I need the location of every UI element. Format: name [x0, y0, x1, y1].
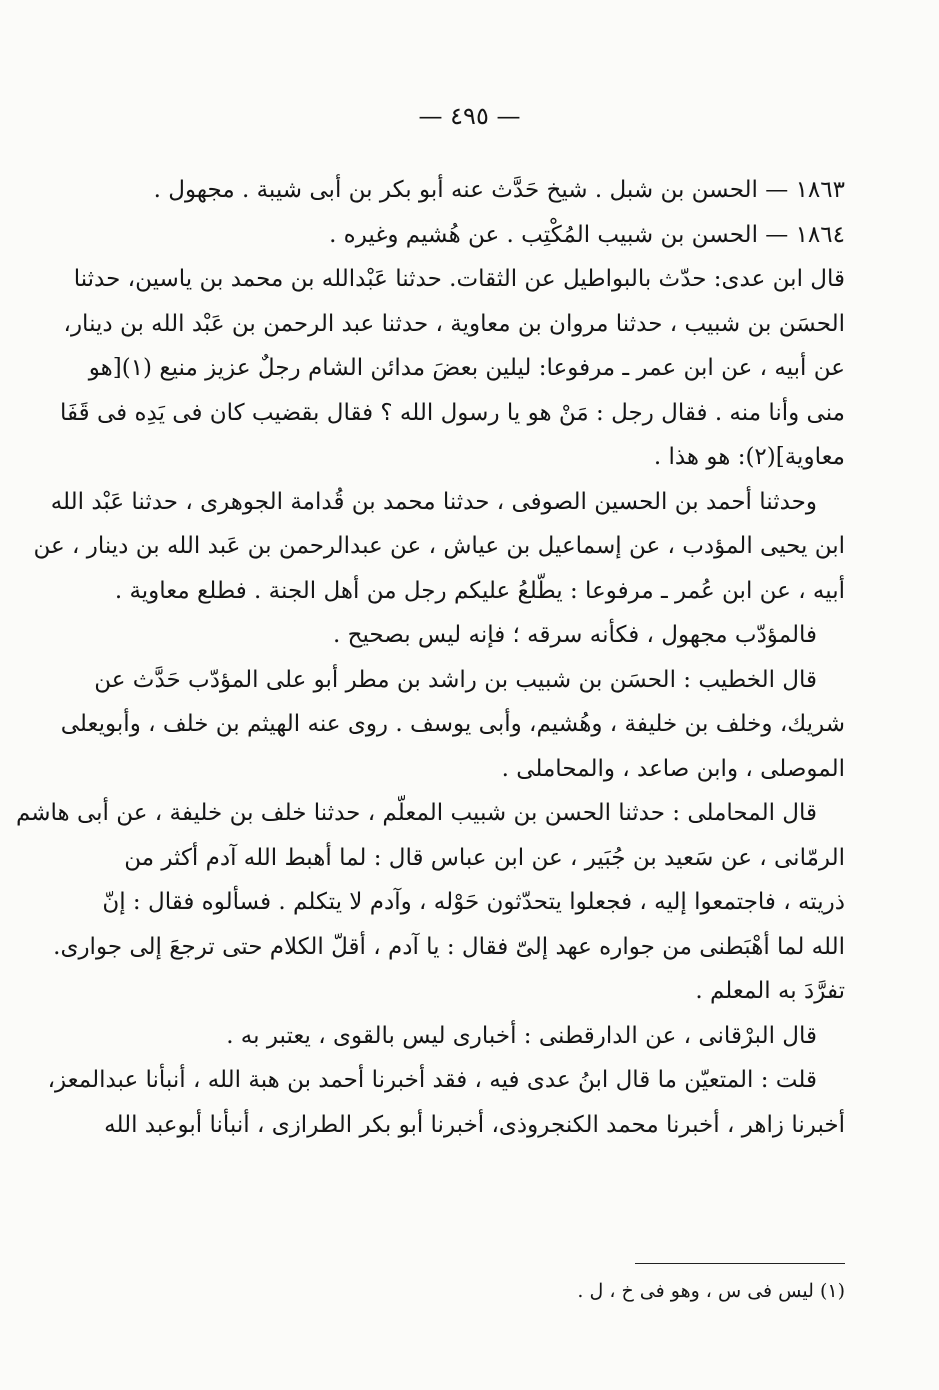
text-line: ١٨٦٣ — الحسن بن شبل . شيخ حَدَّث عنه أبو بكر بن أبى شيبة . مجهول . — [153, 177, 845, 203]
text-line: عن أبيه ، عن ابن عمر ـ مرفوعا: ليلين بعضَ مدائن الشام رجلٌ عزيز منيع (١)[هو — [88, 355, 845, 381]
text-line: الموصلى ، وابن صاعد ، والمحاملى . — [501, 755, 845, 782]
text-line: قال الخطيب : الحسَن بن شبيب بن راشد بن مطر أبو على المؤدّب حَدَّث عن — [94, 666, 817, 693]
text-line: تفرَّدَ به المعلم . — [695, 978, 845, 1004]
page-number: — ٤٩٥ — — [418, 102, 521, 130]
text-line: معاوية](٢): هو هذا . — [653, 444, 845, 470]
text-line: الله لما أهْبَطنى من جواره عهد إلىّ فقال : يا آدم ، أقلّ الكلام حتى ترجعَ إلى جوارى. — [53, 933, 845, 960]
text-line: شريك، وخلف بن خليفة ، وهُشيم، وأبى يوسف . روى عنه الهيثم بن خلف ، وأبويعلى — [60, 711, 845, 737]
text-line: الحسَن بن شبيب ، حدثنا مروان بن معاوية ، حدثنا عبد الرحمن بن عَبْد الله بن دينار، — [63, 310, 845, 337]
text-line: أبيه ، عن ابن عُمر ـ مرفوعا : يطّلعُ عليكم رجل من أهل الجنة . فطلع معاوية . — [114, 577, 845, 604]
text-line: ذريته ، فاجتمعوا إليه ، فجعلوا يتحدّثون حَوْله ، وآدم لا يتكلم . فسألوه فقال : إنّ — [102, 889, 845, 915]
text-line: وحدثنا أحمد بن الحسين الصوفى ، حدثنا محمد بن قُدامة الجوهرى ، حدثنا عَبْد الله — [50, 488, 817, 515]
text-line: أخبرنا زاهر ، أخبرنا محمد الكنجروذى، أخبرنا أبو بكر الطرازى ، أنبأنا أبوعبد الله — [104, 1111, 845, 1138]
text-line: الرمّانى ، عن سَعيد بن جُبَير ، عن ابن عباس قال : لما أهبط الله آدم أكثر من — [124, 844, 845, 871]
main-text — [15, 168, 845, 1147]
footnote-divider — [635, 1263, 845, 1264]
text-line: ١٨٦٤ — الحسن بن شبيب المُكْتِب . عن هُشيم وغيره . — [329, 221, 845, 248]
text-line: قال ابن عدى: حدّث بالبواطيل عن الثقات. حدثنا عَبْدالله بن محمد بن ياسين، حدثنا — [73, 266, 845, 292]
text-line: منى وأنا منه . فقال رجل : مَنْ هو يا رسول الله ؟ فقال بقضيب كان فى يَدِه فى قَفَا — [60, 399, 845, 426]
text-line: قال المحاملى : حدثنا الحسن بن شبيب المعلّم ، حدثنا خلف بن خليفة ، عن أبى هاشم — [15, 800, 817, 826]
text-line: قال البرْقانى ، عن الدارقطنى : أخبارى ليس بالقوى ، يعتبر به . — [226, 1022, 817, 1049]
text-line: قلت : المتعيّن ما قال ابنُ عدى فيه ، فقد أخبرنا أحمد بن هبة الله ، أنبأنا عبدالمعز، — [47, 1067, 817, 1093]
text-line: فالمؤدّب مجهول ، فكأنه سرقه ؛ فإنه ليس بصحيح . — [333, 622, 817, 648]
text-line: ابن يحيى المؤدب ، عن إسماعيل بن عياش ، عن عبدالرحمن بن عَبد الله بن دينار ، عن — [33, 533, 845, 559]
footnote: (١) ليس فى س ، وهو فى خ ، ل . — [577, 1280, 845, 1302]
